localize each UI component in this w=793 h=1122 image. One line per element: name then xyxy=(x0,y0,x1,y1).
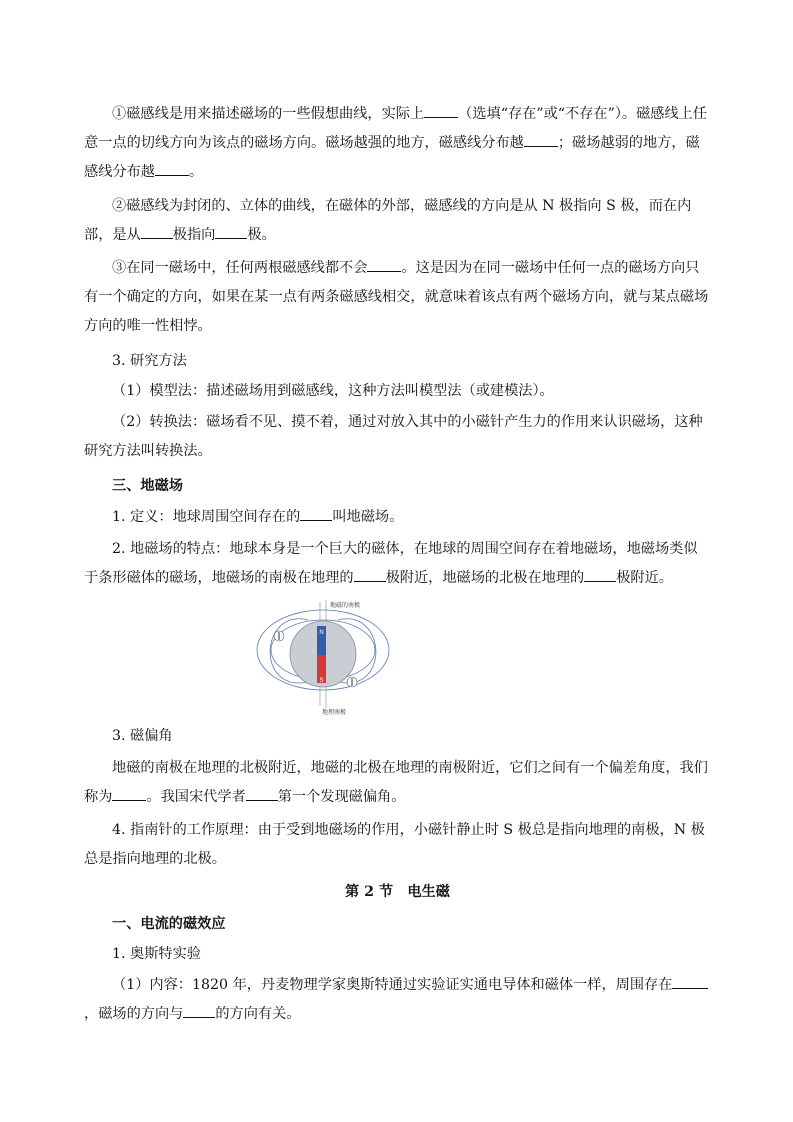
method-conversion: （2）转换法：磁场看不见、摸不着，通过对放入其中的小磁针产生力的作用来认识磁场，这种研究方法叫转换法。 xyxy=(84,414,703,459)
compass-principle: 4. 指南针的工作原理：由于受到地磁场的作用，小磁针静止时 S 极总是指向地理的南极，N 极总是指向地理的北极。 xyxy=(84,822,705,867)
pole-s: S xyxy=(319,678,324,684)
label-geomagnetic-south: 地磁的南极 xyxy=(330,602,361,609)
blank xyxy=(354,567,386,582)
oersted-content: （1）内容：1820 年，丹麦物理学家奥斯特通过实验证实通电导体和磁体一样，周围存在，磁场的方向与 的方向有关。 xyxy=(84,971,711,1029)
geo-definition: 1. 定义：地球周围空间存在的 叫地磁场。 xyxy=(112,503,739,532)
blank xyxy=(246,786,278,801)
blank xyxy=(155,161,189,176)
section-title: 第 2 节 电生磁 xyxy=(345,884,450,900)
method-model: （1）模型法：描述磁场用到磁感线，这种方法叫模型法（或建模法）。 xyxy=(112,383,554,399)
geomagnetic-field-figure xyxy=(250,598,396,718)
blank xyxy=(141,224,173,239)
paragraph-magnetic-lines-3: ③在同一磁场中，任何两根磁感线都不会 。这是因为在同一磁场中任何一点的磁场方向只有一个确定的方向，如果在某一点有两条磁感线相交，就意味着该点有两个磁场方向，就与某点磁场方向的唯一性相悖。 xyxy=(84,254,711,341)
declination-text: 地磁的南极在地理的北极附近，地磁的北极在地理的南极附近，它们之间有一个偏差角度，我们称为 。我国宋代学者 第一个发现磁偏角。 xyxy=(84,760,708,805)
pole-n: N xyxy=(319,630,324,636)
blank xyxy=(300,506,332,521)
blank xyxy=(112,786,146,801)
blank xyxy=(215,224,247,239)
blank xyxy=(183,1003,215,1018)
heading-geomagnetism: 三、地磁场 xyxy=(112,478,183,494)
oersted-title: 1. 奥斯特实验 xyxy=(112,946,201,962)
declination-title: 3. 磁偏角 xyxy=(112,728,173,744)
method-title: 3. 研究方法 xyxy=(112,353,187,369)
blank xyxy=(367,257,401,272)
label-geographic-south: 地理南极 xyxy=(322,709,347,716)
heading-current-magnetic-effect: 一、电流的磁效应 xyxy=(112,916,226,932)
paragraph-magnetic-lines-2: ②磁感线为封闭的、立体的曲线，在磁体的外部，磁感线的方向是从 N 极指向 S 极，而在内部，是从 极指向 极。 xyxy=(84,198,692,243)
paragraph-magnetic-lines-1: ①磁感线是用来描述磁场的一些假想曲线，实际上 （选填“存在”或“不存在”）。磁感线上任意一点的切线方向为该点的磁场方向。磁场越强的地方，磁感线分布越 ；磁场越弱的地方，磁感线分布越 。 xyxy=(84,100,711,187)
blank xyxy=(672,974,708,989)
blank xyxy=(424,103,458,118)
blank xyxy=(524,132,558,147)
blank xyxy=(584,567,616,582)
geo-features: 2. 地磁场的特点：地球本身是一个巨大的磁体，在地球的周围空间存在着地磁场，地磁场类似于条形磁体的磁场，地磁场的南极在地理的 极附近，地磁场的北极在地理的 极附近。 xyxy=(84,541,698,586)
